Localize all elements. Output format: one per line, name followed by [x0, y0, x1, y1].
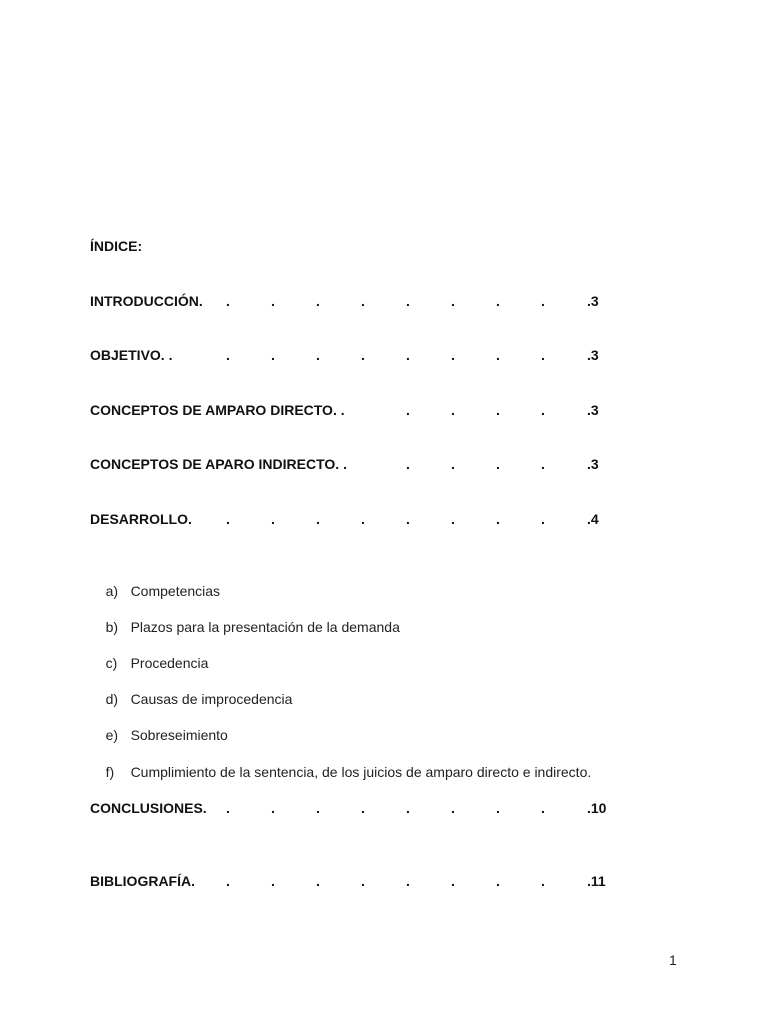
- list-item-marker: e): [105, 727, 119, 743]
- list-item-text: Cumplimiento de la sentencia, de los juicios de amparo directo e indirecto.: [130, 764, 592, 780]
- toc-entry-desarrollo: [0, 510, 768, 528]
- toc-entry-leader: . . . . . . . .: [226, 347, 545, 363]
- page-number: 1: [669, 952, 677, 968]
- toc-entry-title: INTRODUCCIÓN.: [90, 293, 203, 309]
- list-item-marker: f): [105, 764, 115, 780]
- toc-entry-leader: . . . .: [406, 402, 545, 418]
- list-item-text: Plazos para la presentación de la demanda: [130, 619, 400, 635]
- toc-entry-title: CONCEPTOS DE APARO INDIRECTO. .: [90, 456, 347, 472]
- toc-entry-amparo-directo: [0, 401, 768, 419]
- toc-entry-page: .4: [587, 511, 599, 527]
- list-item-marker: d): [105, 691, 119, 707]
- toc-entry-bibliografia: [0, 872, 768, 890]
- toc-entry-leader: . . . . . . . .: [226, 293, 545, 309]
- list-item-text: Procedencia: [130, 655, 209, 671]
- toc-entry-introduccion: [0, 292, 768, 310]
- toc-entry-title: CONCLUSIONES.: [90, 800, 207, 816]
- list-item-text: Causas de improcedencia: [130, 691, 293, 707]
- toc-entry-title: DESARROLLO.: [90, 511, 192, 527]
- list-item-marker: b): [105, 619, 119, 635]
- toc-entry-page: .3: [587, 402, 599, 418]
- toc-entry-conclusiones: [0, 799, 768, 817]
- list-item-text: Competencias: [130, 583, 221, 599]
- toc-entry-leader: . . . . . . . .: [226, 800, 545, 816]
- list-item: [90, 745, 591, 799]
- toc-entry-page: .3: [587, 293, 599, 309]
- toc-entry-leader: . . . . . . . .: [226, 873, 545, 889]
- list-item-marker: c): [105, 655, 118, 671]
- toc-entry-title: OBJETIVO. .: [90, 347, 173, 363]
- toc-entry-leader: . . . . . . . .: [226, 511, 545, 527]
- list-item-text: Sobreseimiento: [130, 727, 228, 743]
- list-item-marker: a): [105, 583, 119, 599]
- toc-entry-page: .10: [587, 800, 607, 816]
- toc-entry-objetivo: [0, 346, 768, 364]
- toc-entry-leader: . . . .: [406, 456, 545, 472]
- toc-entry-page: .11: [587, 873, 606, 889]
- toc-entry-page: .3: [587, 456, 599, 472]
- toc-entry-aparo-indirecto: [0, 455, 768, 473]
- index-heading: ÍNDICE:: [90, 238, 143, 254]
- toc-entry-page: .3: [587, 347, 599, 363]
- toc-entry-title: CONCEPTOS DE AMPARO DIRECTO. .: [90, 402, 345, 418]
- toc-entry-title: BIBLIOGRAFÍA.: [90, 873, 195, 889]
